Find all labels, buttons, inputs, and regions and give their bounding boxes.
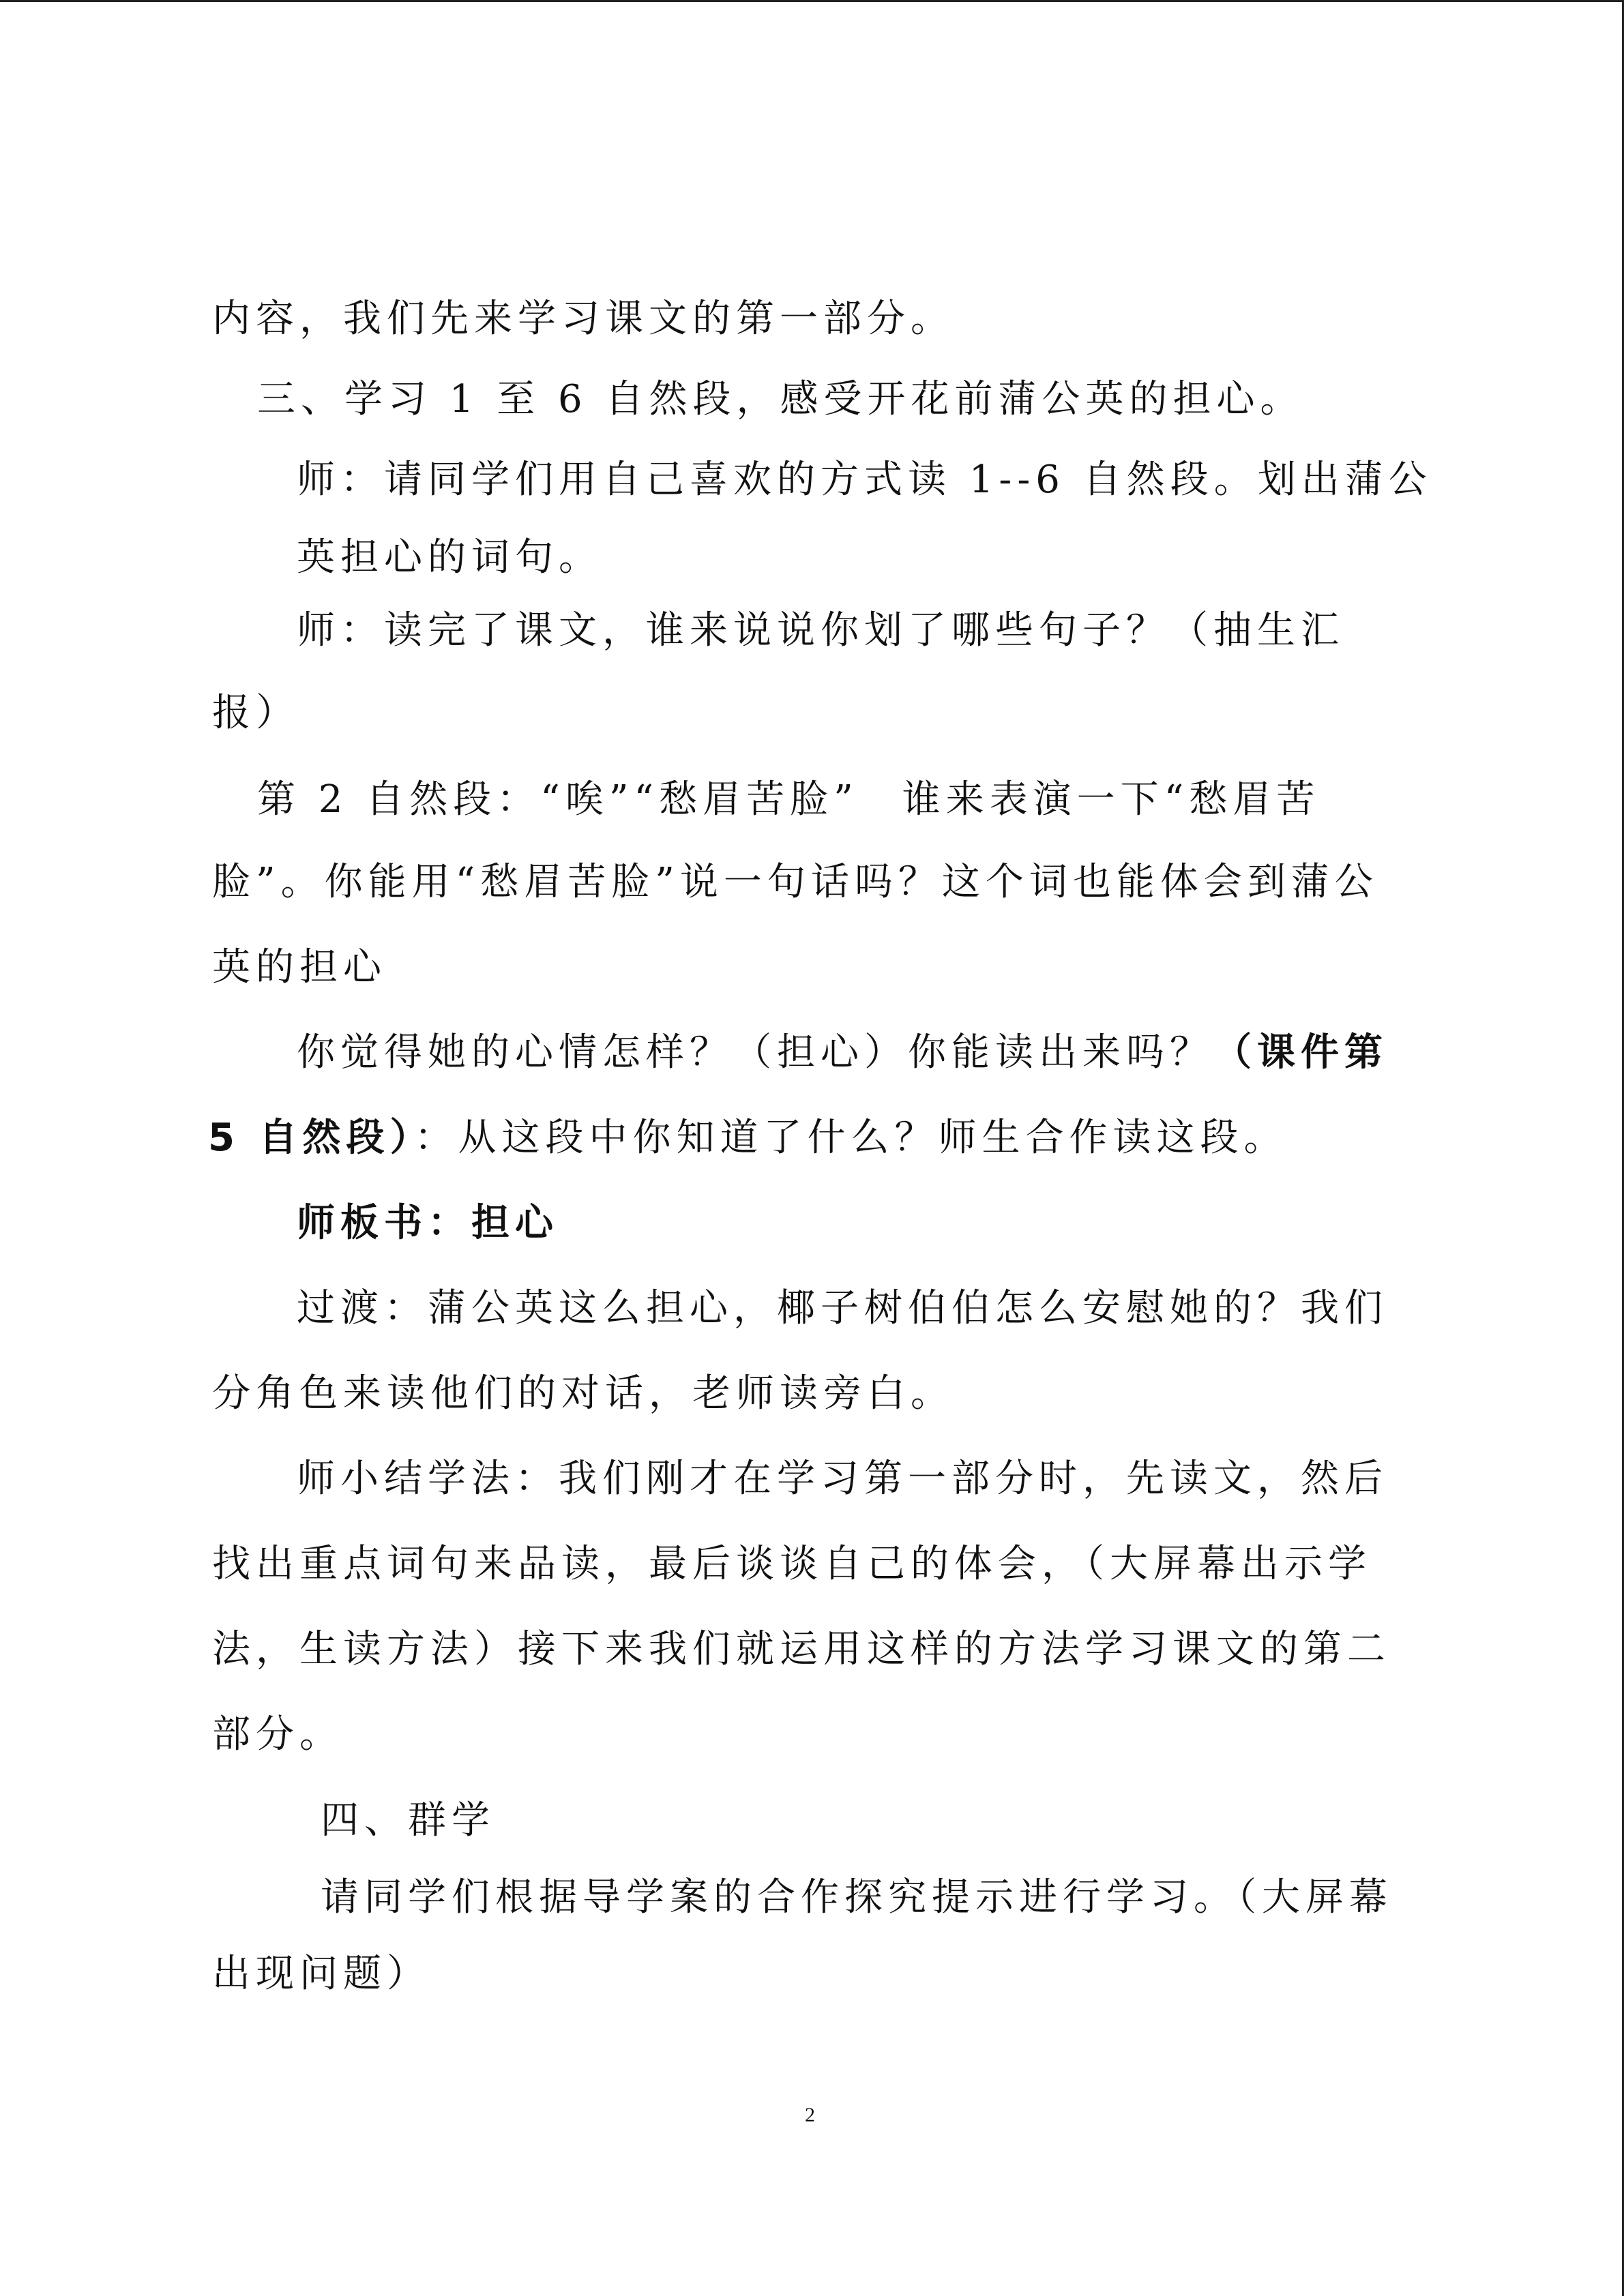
paragraph-line: 请同学们根据导学案的合作探究提示进行学习。（大屏幕 [321,1875,1393,1920]
paragraph-line [297,1030,1388,1075]
paragraph-line: 英担心的词句。 [297,535,602,580]
section-heading-three: 三、学习 1 至 6 自然段，感受开花前蒲公英的担心。 [257,377,1304,421]
paragraph-line: 英的担心 [212,945,387,989]
paragraph-line: 脸”。你能用“愁眉苦脸”说一句话吗？这个词也能体会到蒲公 [212,860,1378,904]
paragraph-line: 师：读完了课文，谁来说说你划了哪些句子？（抽生汇 [297,608,1344,653]
paragraph-line: 分角色来读他们的对话，老师读旁白。 [212,1371,954,1416]
paragraph-line: 部分。 [212,1712,343,1757]
paragraph-line: 师：请同学们用自己喜欢的方式读 1--6 自然段。划出蒲公 [297,458,1432,502]
paragraph-line [208,1116,1288,1160]
courseware-note-bold: （课件第 [1213,1030,1388,1075]
courseware-note-bold: 5 自然段） [208,1116,415,1160]
paragraph-line: 出现问题） [212,1952,430,1996]
page-number: 2 [805,2104,815,2126]
section-heading-four: 四、群学 [321,1798,495,1843]
paragraph-text: ：从这段中你知道了什么？师生合作读这段。 [414,1116,1288,1160]
paragraph-line: 找出重点词句来品读，最后谈谈自己的体会，（大屏幕出示学 [212,1542,1372,1586]
paragraph-line: 报） [212,691,299,735]
board-writing-bold: 师板书：担心 [297,1201,559,1245]
paragraph-line: 师小结学法：我们刚才在学习第一部分时，先读文，然后 [297,1457,1388,1501]
top-border-line [0,0,1624,2]
paragraph-line: 内容，我们先来学习课文的第一部分。 [212,297,954,341]
paragraph-line: 过渡：蒲公英这么担心，椰子树伯伯怎么安慰她的？我们 [297,1286,1388,1330]
paragraph-text: 你觉得她的心情怎样？（担心）你能读出来吗？ [297,1030,1213,1075]
paragraph-line: 法，生读方法）接下来我们就运用这样的方法学习课文的第二 [212,1627,1391,1671]
paragraph-line: 第 2 自然段：“唉”“愁眉苦脸” 谁来表演一下“愁眉苦 [257,777,1320,822]
